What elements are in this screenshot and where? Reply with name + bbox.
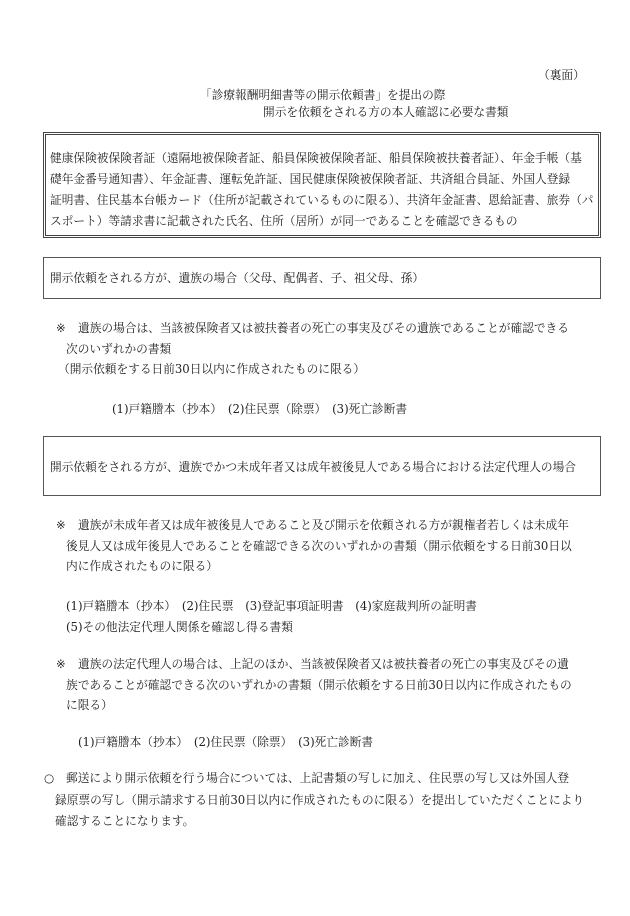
note-mark: ※ bbox=[56, 321, 66, 335]
mail-note-line: 郵送により開示依頼を行う場合については、上記書類の写しに加え、住民票の写し又は外国人登 bbox=[66, 771, 570, 785]
guardian-box-text: 開示依頼をされる方が、遺族でかつ未成年者又は成年被後見人である場合における法定代理人の場合 bbox=[50, 460, 576, 474]
bereaved-box-text: 開示依頼をされる方が、遺族の場合（父母、配偶者、子、祖父母、孫） bbox=[50, 271, 425, 285]
page-side-label: （裏面） bbox=[538, 68, 585, 82]
circle-mark: ○ bbox=[44, 771, 55, 785]
guardian-note-line: 後見人又は成年後見人であることを確認できる次のいずれかの書類（開示依頼をする日前30日以 bbox=[66, 539, 572, 553]
title-line-1: 「診療報酬明細書等の開示依頼書」を提出の際 bbox=[200, 88, 446, 102]
bereaved-note-line: 遺族の場合は、当該被保険者又は被扶養者の死亡の事実及びその遺族であることが確認できる bbox=[78, 321, 569, 335]
guardian-note-line: 遺族が未成年者又は成年被後見人であること及び開示を依頼される方が親権者若しくは未成年 bbox=[78, 518, 569, 532]
guardian-bereaved-note-line: に限る） bbox=[66, 698, 113, 712]
note-mark: ※ bbox=[56, 518, 66, 532]
identity-line: 礎年金番号通知書）、年金証書、運転免許証、国民健康保険被保険者証、共済組合員証、外国人登録 bbox=[50, 172, 571, 186]
identity-line: 証明書、住民基本台帳カード（住所が記載されているものに限る）、共済年金証書、恩給証書、旅券（パ bbox=[50, 193, 594, 207]
guardian-docs-list: (1)戸籍謄本（抄本） (2)住民票 (3)登記事項証明書 (4)家庭裁判所の証明書 bbox=[66, 599, 477, 613]
identity-line: 健康保険被保険者証（遠隔地被保険者証、船員保険被保険者証、船員保険被扶養者証）、年金手帳（基 bbox=[50, 151, 582, 165]
guardian-note-line: 内に作成されたものに限る） bbox=[66, 559, 218, 573]
guardian-bereaved-note-line: 遺族の法定代理人の場合は、上記のほか、当該被保険者又は被扶養者の死亡の事実及びその遺 bbox=[78, 657, 569, 671]
mail-note-line: 録原票の写し（開示請求する日前30日以内に作成されたものに限る）を提出していただくことにより bbox=[55, 793, 585, 807]
note-mark: ※ bbox=[56, 657, 66, 671]
title-line-2: 開示を依頼をされる方の本人確認に必要な書類 bbox=[263, 105, 509, 119]
mail-note-line: 確認することになります。 bbox=[55, 814, 195, 828]
guardian-docs-list: (5)その他法定代理人関係を確認し得る書類 bbox=[66, 620, 293, 634]
guardian-bereaved-docs-list: (1)戸籍謄本（抄本） (2)住民票（除票） (3)死亡診断書 bbox=[78, 735, 374, 749]
guardian-bereaved-note-line: 族であることが確認できる次のいずれかの書類（開示依頼をする日前30日以内に作成されたもの bbox=[66, 678, 572, 692]
bereaved-docs-list: (1)戸籍謄本（抄本） (2)住民票（除票） (3)死亡診断書 bbox=[112, 402, 408, 416]
bereaved-note-line: （開示依頼をする日前30日以内に作成されたものに限る） bbox=[58, 362, 366, 376]
bereaved-note-line: 次のいずれかの書類 bbox=[66, 342, 172, 356]
identity-line: スポート）等請求書に記載された氏名、住所（居所）が同一であることを確認できるもの bbox=[50, 214, 518, 228]
